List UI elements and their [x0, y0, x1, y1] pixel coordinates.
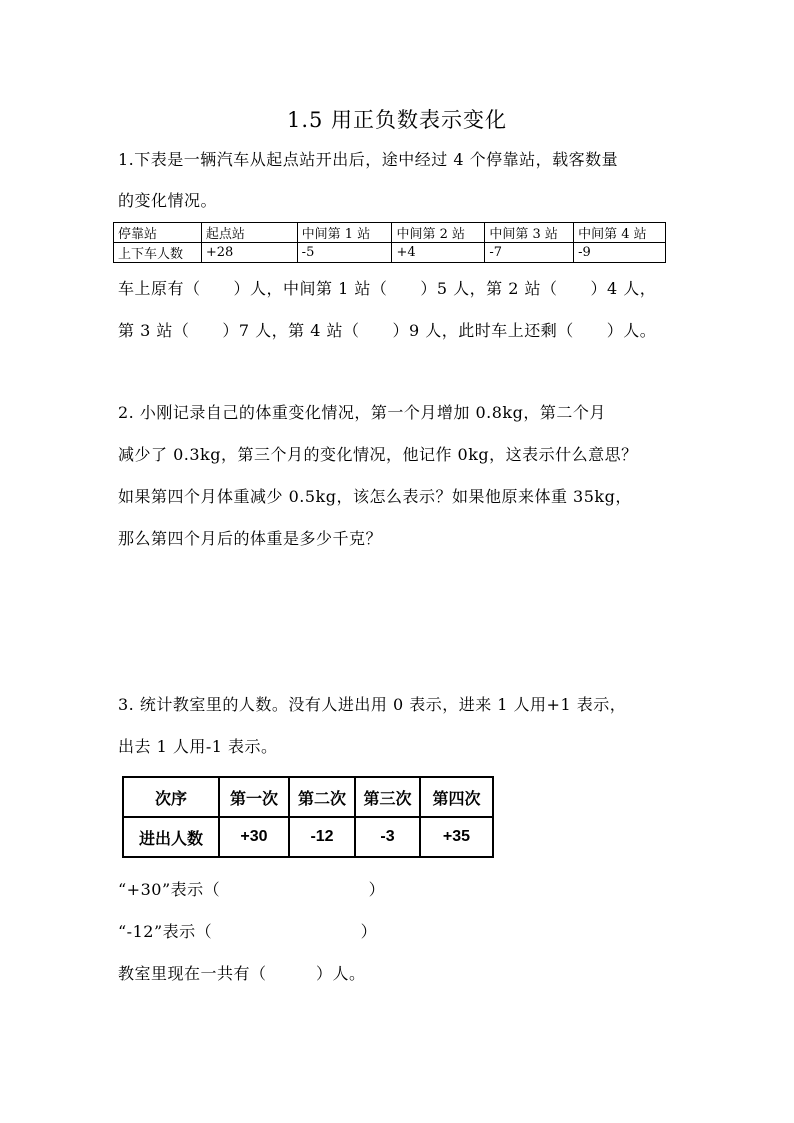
- bus-passenger-table: [113, 222, 666, 263]
- q3-fill-line-2: “-12”表示（ ）: [118, 922, 378, 941]
- table-header-cell: 中间第 1 站: [297, 223, 392, 243]
- table-cell: +28: [201, 243, 297, 263]
- classroom-count-table: [122, 776, 494, 858]
- q2-text-line-3: 如果第四个月体重减少 0.5kg，该怎么表示？如果他原来体重 35kg，: [118, 487, 632, 506]
- q3-text-line-1: 3. 统计教室里的人数。没有人进出用 0 表示，进来 1 人用+1 表示，: [118, 695, 627, 714]
- q2-text-line-2: 减少了 0.3kg，第三个月的变化情况，他记作 0kg，这表示什么意思？: [118, 445, 638, 464]
- table-cell: +4: [392, 243, 485, 263]
- q1-text-line-2: 的变化情况。: [118, 191, 218, 210]
- q2-text-line-1: 2. 小刚记录自己的体重变化情况，第一个月增加 0.8kg，第二个月: [118, 403, 606, 422]
- table-cell: -7: [485, 243, 574, 263]
- table-row: [123, 817, 493, 857]
- table-header-cell: 第二次: [289, 777, 355, 817]
- q3-text-line-2: 出去 1 人用-1 表示。: [118, 737, 278, 756]
- table-cell: -5: [297, 243, 392, 263]
- table-cell: -3: [355, 817, 420, 857]
- q3-fill-line-1: “+30”表示（ ）: [118, 880, 386, 899]
- table-header-cell: 停靠站: [114, 223, 202, 243]
- table-header-cell: 第一次: [219, 777, 289, 817]
- q1-fill-line-2: 第 3 站（ ）7 人，第 4 站（ ）9 人，此时车上还剩（ ）人。: [118, 321, 657, 340]
- table-header-cell: 第四次: [420, 777, 493, 817]
- table-cell: +35: [420, 817, 493, 857]
- table-cell: +30: [219, 817, 289, 857]
- table-header-row: [123, 777, 493, 817]
- q2-text-line-4: 那么第四个月后的体重是多少千克？: [118, 529, 383, 548]
- page-title: 1.5 用正负数表示变化: [286, 108, 508, 132]
- table-header-cell: 次序: [123, 777, 219, 817]
- table-header-row: [114, 223, 666, 243]
- table-cell: -12: [289, 817, 355, 857]
- table-cell: 上下车人数: [114, 243, 202, 263]
- table-row: [114, 243, 666, 263]
- table-header-cell: 中间第 3 站: [485, 223, 574, 243]
- table-header-cell: 起点站: [201, 223, 297, 243]
- table-cell: -9: [574, 243, 666, 263]
- q3-fill-line-3: 教室里现在一共有（ ）人。: [118, 964, 366, 983]
- table-header-cell: 第三次: [355, 777, 420, 817]
- table-header-cell: 中间第 4 站: [574, 223, 666, 243]
- table-header-cell: 中间第 2 站: [392, 223, 485, 243]
- table-cell: 进出人数: [123, 817, 219, 857]
- q1-text-line-1: 1.下表是一辆汽车从起点站开出后，途中经过 4 个停靠站，载客数量: [118, 150, 619, 169]
- q1-fill-line-1: 车上原有（ ）人，中间第 1 站（ ）5 人，第 2 站（ ）4 人，: [118, 279, 657, 298]
